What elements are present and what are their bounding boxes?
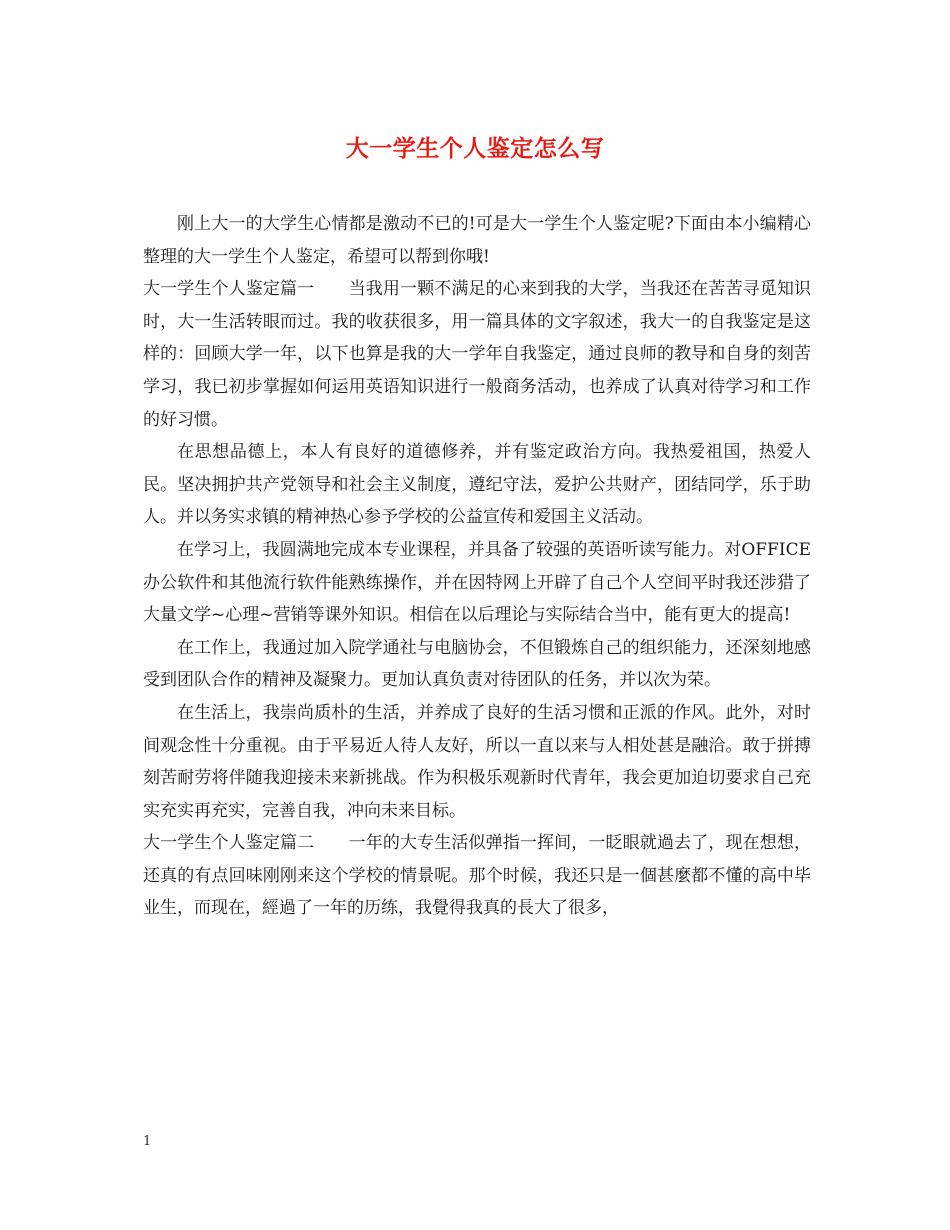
study-paragraph: 在学习上，我圆满地完成本专业课程，并具备了较强的英语听读写能力。对OFFICE办公软件和其他流行软件能熟练操作，并在因特网上开辟了自己个人空间平时我还涉猎了大量文学~心理~营销等课外知识。相信在以后理论与实际结合当中，能有更大的提高! (143, 539, 811, 626)
page-number: 1 (143, 1134, 152, 1149)
document-title: 大一学生个人鉴定怎么写 (345, 135, 605, 162)
life-paragraph: 在生活上，我崇尚质朴的生活，并养成了良好的生活习惯和正派的作风。此外，对时间观念性十分重视。由于平易近人待人友好，所以一直以来与人相处甚是融洽。敢于拼搏刻苦耐劳将伴随我迎接未来新挑战。作为积极乐观新时代青年，我会更加迫切要求自己充实充实再充实，完善自我，冲向未来目标。 (143, 702, 811, 821)
intro-paragraph: 刚上大一的大学生心情都是激动不已的!可是大一学生个人鉴定呢?下面由本小编精心整理的大一学生个人鉴定，希望可以帮到你哦! (143, 214, 811, 267)
ideology-paragraph: 在思想品德上，本人有良好的道德修养，并有鉴定政治方向。我热爱祖国，热爱人民。坚决拥护共产党领导和社会主义制度，遵纪守法，爱护公共财产，团结同学，乐于助人。并以务实求镇的精神热心参予学校的公益宣传和爱国主义活动。 (143, 442, 811, 528)
section-one-paragraph: 大一学生个人鉴定篇一 当我用一颗不满足的心来到我的大学，当我还在苦苦寻觅知识时，大一生活转眼而过。我的收获很多，用一篇具体的文字叙述，我大一的自我鉴定是这样的：回顾大学一年，以下也算是我的大一学年自我鉴定，通过良师的教导和自身的刻苦学习，我已初步掌握如何运用英语知识进行一般商务活动，也养成了认真对待学习和工作的好习惯。 (143, 279, 811, 430)
document-body (143, 208, 811, 925)
work-paragraph: 在工作上，我通过加入院学通社与电脑协会，不但锻炼自己的组织能力，还深刻地感受到团队合作的精神及凝聚力。更加认真负责对待团队的任务，并以次为荣。 (143, 637, 811, 691)
section-two-paragraph: 大一学生个人鉴定篇二 一年的大专生活似弹指一挥间，一眨眼就過去了，现在想想，还真的有点回味刚刚来这个学校的情景呢。那个时候，我还只是一個甚麼都不懂的高中毕业生，而现在，經過了一年的历练，我覺得我真的長大了很多， (143, 833, 811, 919)
